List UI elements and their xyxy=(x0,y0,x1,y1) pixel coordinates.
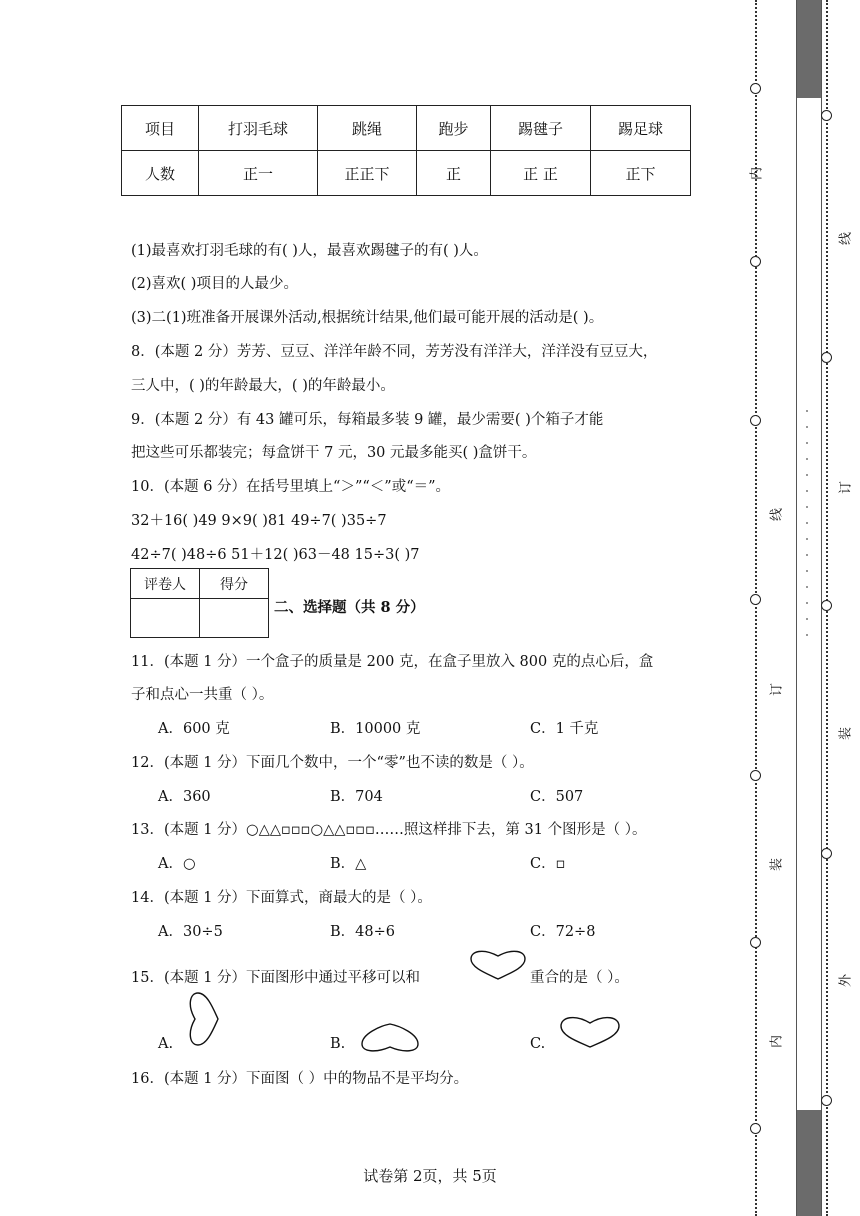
table-cell: 正 正 xyxy=(491,151,591,196)
question-8-line-2: 三人中，( )的年龄最大，( )的年龄最小。 xyxy=(131,378,395,394)
table-cell: 跳绳 xyxy=(318,106,417,151)
grader-cell xyxy=(131,599,200,638)
binding-circle xyxy=(750,770,761,781)
question-14: 14．(本题 1 分）下面算式，商最大的是（ ）。 xyxy=(131,890,432,906)
binding-circle xyxy=(750,83,761,94)
table-cell: 踢足球 xyxy=(591,106,691,151)
option-b: B．△ xyxy=(330,856,367,872)
strip-dark-top xyxy=(797,0,821,98)
option-a: A．600 克 xyxy=(158,721,230,737)
question-8-line-1: 8．(本题 2 分）芳芳、豆豆、洋洋年龄不同，芳芳没有洋洋大，洋洋没有豆豆大， xyxy=(131,344,658,360)
binding-char-inner: 内 xyxy=(749,167,765,181)
binding-circle xyxy=(750,1123,761,1134)
heart-flipped-icon xyxy=(359,1022,421,1054)
grader-label: 评卷人 xyxy=(131,569,200,599)
binding-circle xyxy=(821,110,832,121)
binding-char-outer: 外 xyxy=(838,974,854,988)
option-a: A. xyxy=(158,1036,174,1052)
question-9-line-2: 把这些可乐都装完；每盒饼干 7 元，30 元最多能买( )盒饼干。 xyxy=(131,445,537,461)
question-11-line-2: 子和点心一共重（ ）。 xyxy=(131,687,274,703)
binding-circle xyxy=(821,1095,832,1106)
table-cell: 正一 xyxy=(199,151,318,196)
question-7-part-1: (1)最喜欢打羽毛球的有( )人，最喜欢踢毽子的有( )人。 xyxy=(131,243,488,259)
heart-rotated-icon xyxy=(185,990,221,1048)
binding-char-inner: 内 xyxy=(769,1035,785,1049)
option-a: A．30÷5 xyxy=(158,924,223,940)
strip-dark-bottom xyxy=(797,1110,821,1216)
score-label: 得分 xyxy=(200,569,269,599)
option-c: C．▫ xyxy=(530,856,566,872)
option-a: A．○ xyxy=(158,856,196,872)
page-footer: 试卷第 2页，共 5页 xyxy=(363,1167,497,1185)
strip-dots xyxy=(806,410,810,650)
table-cell: 项目 xyxy=(122,106,199,151)
option-b: B．48÷6 xyxy=(330,924,395,940)
binding-circle xyxy=(821,600,832,611)
option-b: B．10000 克 xyxy=(330,721,421,737)
question-10-row-2: 42÷7( )48÷6 51＋12( )63－48 15÷3( )7 xyxy=(131,547,420,563)
score-box xyxy=(130,568,269,638)
question-15-tail: 重合的是（ ）。 xyxy=(530,970,629,986)
binding-char-line: 线 xyxy=(838,232,854,246)
option-a: A．360 xyxy=(158,789,211,805)
question-15-stem: 15．(本题 1 分）下面图形中通过平移可以和 xyxy=(131,970,421,986)
binding-circle xyxy=(750,937,761,948)
binding-circle xyxy=(750,594,761,605)
question-7-part-2: (2)喜欢( )项目的人最少。 xyxy=(131,276,298,292)
binding-dotted-line-inner xyxy=(755,0,757,1216)
option-c: C．72÷8 xyxy=(530,924,596,940)
question-9-line-1: 9．(本题 2 分）有 43 罐可乐，每箱最多装 9 罐，最少需要( )个箱子才能 xyxy=(131,412,604,428)
question-12: 12．(本题 1 分）下面几个数中，一个“零”也不读的数是（ ）。 xyxy=(131,755,534,771)
option-b: B. xyxy=(330,1036,346,1052)
score-cell xyxy=(200,599,269,638)
binding-circle xyxy=(750,415,761,426)
table-cell: 正正下 xyxy=(318,151,417,196)
binding-char-pack: 装 xyxy=(838,727,854,741)
binding-char-pack: 装 xyxy=(769,858,785,872)
heart-reference-icon xyxy=(468,948,528,982)
heart-shape-icon xyxy=(558,1014,622,1050)
binding-circle xyxy=(750,256,761,267)
option-c: C．1 千克 xyxy=(530,721,599,737)
binding-char-bind: 订 xyxy=(769,683,785,697)
option-c: C. xyxy=(530,1036,546,1052)
question-16: 16．(本题 1 分）下面图（ ）中的物品不是平均分。 xyxy=(131,1071,469,1087)
option-c: C．507 xyxy=(530,789,584,805)
binding-circle xyxy=(821,848,832,859)
question-10-stem: 10．(本题 6 分）在括号里填上“＞”“＜”或“＝”。 xyxy=(131,479,451,495)
section-title: 二、选择题（共 8 分） xyxy=(274,599,425,616)
table-cell: 跑步 xyxy=(417,106,491,151)
question-13: 13．(本题 1 分）○△△▫▫▫○△△▫▫▫……照这样排下去，第 31 个图形是（ ）。 xyxy=(131,822,647,838)
question-10-row-1: 32＋16( )49 9×9( )81 49÷7( )35÷7 xyxy=(131,513,387,529)
table-cell: 正 xyxy=(417,151,491,196)
tally-count-row xyxy=(122,151,691,196)
table-cell: 人数 xyxy=(122,151,199,196)
option-b: B．704 xyxy=(330,789,383,805)
table-cell: 正下 xyxy=(591,151,691,196)
tally-header-row xyxy=(122,106,691,151)
binding-char-bind: 订 xyxy=(838,481,854,495)
tally-table xyxy=(121,105,691,196)
table-cell: 打羽毛球 xyxy=(199,106,318,151)
binding-char-line: 线 xyxy=(769,508,785,522)
question-11-line-1: 11．(本题 1 分）一个盒子的质量是 200 克，在盒子里放入 800 克的点心后，盒 xyxy=(131,654,654,670)
question-7-part-3: (3)二(1)班准备开展课外活动,根据统计结果,他们最可能开展的活动是( )。 xyxy=(131,310,604,326)
binding-circle xyxy=(821,352,832,363)
table-cell: 踢毽子 xyxy=(491,106,591,151)
